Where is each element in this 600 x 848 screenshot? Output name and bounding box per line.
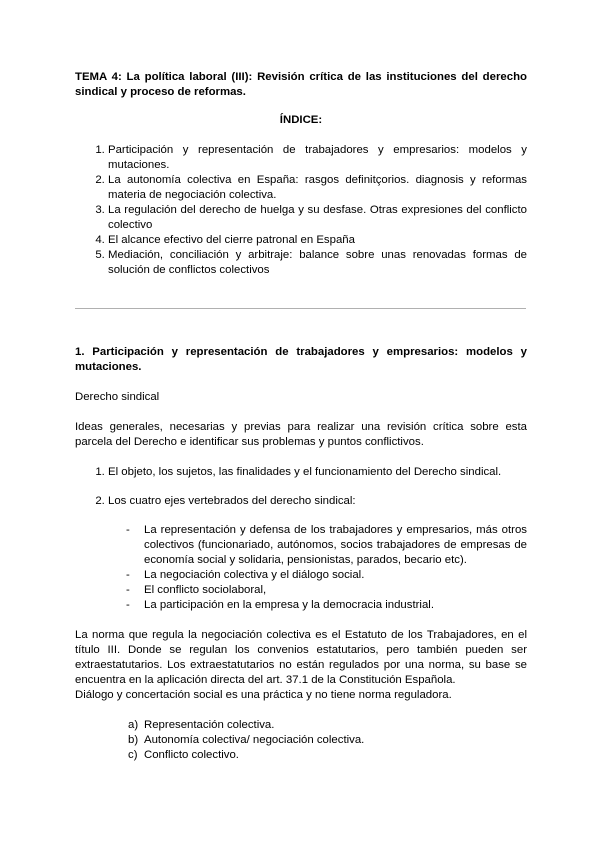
alpha-item xyxy=(128,718,527,733)
axis-item: - La negociación colectiva y el diálogo social. xyxy=(144,568,527,583)
index-item: 1. Participación y representación de trabajadores y empresarios: modelos y mutaciones. xyxy=(108,143,527,173)
section-1-title: 1. Participación y representación de trabajadores y empresarios: modelos y mutaciones. xyxy=(75,346,527,373)
index-item: 5. Mediación, conciliación y arbitraje: balance sobre unas renovadas formas de solución de conflictos colectivos xyxy=(108,248,527,278)
points-list-2 xyxy=(75,494,527,509)
section-1-subheading: Derecho sindical xyxy=(75,391,160,403)
index-heading: ÍNDICE: xyxy=(279,114,323,126)
axis-item: - La representación y defensa de los trabajadores y empresarios, más otros colectivos (funcionariado, autónomos, socios trabajadores de empresas de economía social y solidaria, pensionistas, parados, becario etc). xyxy=(144,523,527,568)
points-list-1 xyxy=(75,465,527,480)
document-header xyxy=(75,70,527,278)
index-list xyxy=(75,143,527,278)
axis-item: - La participación en la empresa y la democracia industrial. xyxy=(144,598,527,613)
index-item: 4. El alcance efectivo del cierre patronal en España xyxy=(108,233,527,248)
index-item: 3. La regulación del derecho de huelga y su desfase. Otras expresiones del conflicto colectivo xyxy=(108,203,527,233)
point-item: 1. El objeto, los sujetos, las finalidades y el funcionamiento del Derecho sindical. xyxy=(108,465,527,480)
alpha-text: Conflicto colectivo. xyxy=(144,749,239,761)
alpha-item xyxy=(128,748,527,763)
dialogo-paragraph: Diálogo y concertación social es una práctica y no tiene norma reguladora. xyxy=(75,689,452,701)
norma-paragraph: La norma que regula la negociación colectiva es el Estatuto de los Trabajadores, en el título III. Donde se regulan los convenios estatutarios, pero también pueden ser extraestatutarios. Los extraestatutarios no están regulados por una norma, su base se encuentra en la aplicación directa del art. 37.1 de la Constitución Española. xyxy=(75,629,527,686)
alpha-text: Autonomía colectiva/ negociación colectiva. xyxy=(144,734,365,746)
document-title: TEMA 4: La política laboral (III): Revisión crítica de las instituciones del derecho sindical y proceso de reformas. xyxy=(75,71,527,98)
alpha-marker: a) xyxy=(128,719,139,731)
index-item: 2. La autonomía colectiva en España: rasgos definitçorios. diagnosis y reformas materia de negociación colectiva. xyxy=(108,173,527,203)
intro-paragraph: Ideas generales, necesarias y previas para realizar una revisión crítica sobre esta parcela del Derecho e identificar sus problemas y puntos conflictivos. xyxy=(75,421,527,448)
alpha-marker: c) xyxy=(128,749,138,761)
alpha-text: Representación colectiva. xyxy=(144,719,275,731)
alpha-item xyxy=(128,733,527,748)
section-1 xyxy=(75,345,527,763)
horizontal-divider xyxy=(75,308,526,309)
axes-list xyxy=(75,523,527,613)
point-item: 2. Los cuatro ejes vertebrados del derecho sindical: xyxy=(108,494,527,509)
alpha-list xyxy=(75,718,527,763)
alpha-marker: b) xyxy=(128,734,139,746)
axis-item: - El conflicto sociolaboral, xyxy=(144,583,527,598)
